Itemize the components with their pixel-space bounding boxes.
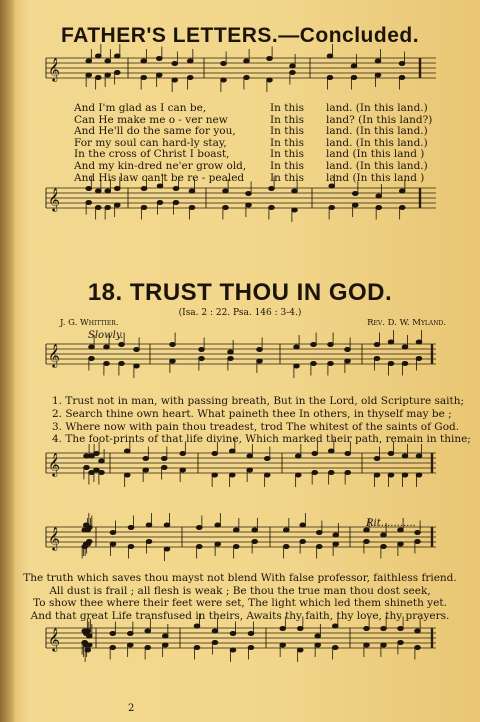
verse-line: 1. Trust not in man, with passing breath, But in the Lord, old Scripture saith; xyxy=(52,395,465,407)
note-head xyxy=(134,348,140,352)
note-head xyxy=(295,473,301,477)
note-head xyxy=(280,627,286,631)
lyric-line: For my soul can hard-ly stay, In this land. (In this land.) xyxy=(74,136,428,149)
note-head xyxy=(364,540,370,544)
note-head xyxy=(86,201,92,205)
note-head xyxy=(364,643,370,647)
note-head xyxy=(280,643,286,647)
note-head xyxy=(257,359,263,363)
note-head xyxy=(381,533,387,537)
note-head xyxy=(99,471,105,475)
note-head xyxy=(141,206,147,210)
note-head xyxy=(398,627,404,631)
note-head xyxy=(402,454,408,458)
song2-verses-second-half xyxy=(0,572,480,622)
note-head xyxy=(388,362,394,366)
note-head xyxy=(221,62,227,66)
note-head xyxy=(345,359,351,363)
note-head xyxy=(146,540,152,544)
clef-icon: 𝄞 xyxy=(48,627,60,651)
note-head xyxy=(300,540,306,544)
clef-icon: 𝄞 xyxy=(48,343,60,367)
note-head xyxy=(415,646,421,650)
lyricist-credit: J. G. Whittier. xyxy=(60,318,119,328)
composer-credit: Rev. D. W. Myland. xyxy=(367,318,446,328)
note-head xyxy=(246,192,252,196)
note-head xyxy=(328,362,334,366)
note-head xyxy=(162,634,168,638)
note-head xyxy=(180,452,186,456)
note-head xyxy=(95,189,101,193)
note-head xyxy=(221,78,227,82)
note-head xyxy=(402,362,408,366)
song2-verses-first-half xyxy=(52,395,471,446)
scripture-reference: (Isa. 2 : 22. Psa. 146 : 3-4.) xyxy=(178,308,302,318)
note-head xyxy=(398,641,404,645)
note-head xyxy=(328,343,334,347)
note-head xyxy=(247,454,253,458)
verse-line: 3. Where now with pain thou treadest, trod The whitest of the saints of God. xyxy=(52,420,460,433)
note-head xyxy=(110,632,116,636)
note-head xyxy=(283,528,289,532)
note-head xyxy=(105,206,111,210)
note-head xyxy=(119,362,125,366)
note-head xyxy=(328,471,334,475)
note-head xyxy=(114,187,120,191)
note-head xyxy=(316,545,322,549)
note-head xyxy=(416,340,422,344)
verse-line: The truth which saves thou mayst not blend With false professor, faithless friend. xyxy=(23,572,457,584)
note-head xyxy=(333,533,339,537)
note-head xyxy=(189,206,195,210)
note-head xyxy=(264,473,270,477)
lyric-line: And my kin-dred ne'er grow old, In this land. (In this land.) xyxy=(74,159,428,172)
note-head xyxy=(264,457,270,461)
note-head xyxy=(375,73,381,77)
note-head xyxy=(229,449,235,453)
note-head xyxy=(119,343,125,347)
note-head xyxy=(110,646,116,650)
note-head xyxy=(327,54,333,58)
note-head xyxy=(161,466,167,470)
clef-icon: 𝄞 xyxy=(48,187,60,211)
note-head xyxy=(127,643,133,647)
note-head xyxy=(164,523,170,527)
note-head xyxy=(233,545,239,549)
note-head xyxy=(110,542,116,546)
note-head xyxy=(187,59,193,63)
note-head xyxy=(399,206,405,210)
ritardando-marking: Rit........... xyxy=(366,518,416,529)
note-head xyxy=(252,528,258,532)
note-head xyxy=(105,189,111,193)
song-title-fathers-letters: FATHER'S LETTERS.—Concluded. xyxy=(60,24,420,47)
note-head xyxy=(399,189,405,193)
note-head xyxy=(223,206,229,210)
note-head xyxy=(85,629,91,633)
note-head xyxy=(173,187,179,191)
note-head xyxy=(388,473,394,477)
note-head xyxy=(84,466,90,470)
note-head xyxy=(180,468,186,472)
note-head xyxy=(381,545,387,549)
note-head xyxy=(141,76,147,80)
note-head xyxy=(297,648,303,652)
note-head xyxy=(248,632,254,636)
note-head xyxy=(86,643,92,647)
note-head xyxy=(105,59,111,63)
note-head xyxy=(86,187,92,191)
note-head xyxy=(86,634,92,638)
note-head xyxy=(292,208,298,212)
note-head xyxy=(269,187,275,191)
note-head xyxy=(196,545,202,549)
note-head xyxy=(127,632,133,636)
note-head xyxy=(267,57,273,61)
note-head xyxy=(86,526,92,530)
note-head xyxy=(300,523,306,527)
note-head xyxy=(124,473,130,477)
note-head xyxy=(415,531,421,535)
lyric-line: And I'm glad as I can be, In this land. (In this land.) xyxy=(74,102,428,114)
note-head xyxy=(162,643,168,647)
clef-icon: 𝄞 xyxy=(48,452,60,476)
note-head xyxy=(128,526,134,530)
note-head xyxy=(212,641,218,645)
note-head xyxy=(230,648,236,652)
note-head xyxy=(315,643,321,647)
song1-lyrics xyxy=(74,103,432,184)
note-head xyxy=(328,449,334,453)
note-head xyxy=(194,624,200,628)
note-head xyxy=(345,452,351,456)
note-head xyxy=(290,71,296,75)
note-head xyxy=(196,526,202,530)
note-head xyxy=(376,206,382,210)
note-head xyxy=(194,646,200,650)
note-head xyxy=(398,542,404,546)
tempo-marking: Slowly. xyxy=(88,330,124,341)
note-head xyxy=(145,629,151,633)
song-title-trust-thou-in-god: 18. TRUST THOU IN GOD. xyxy=(87,279,393,306)
note-head xyxy=(295,454,301,458)
note-head xyxy=(156,73,162,77)
note-head xyxy=(415,540,421,544)
note-head xyxy=(267,78,273,82)
note-head xyxy=(110,531,116,535)
note-head xyxy=(105,73,111,77)
note-head xyxy=(95,206,101,210)
page-number: 2 xyxy=(128,703,135,714)
note-head xyxy=(172,62,178,66)
note-head xyxy=(351,64,357,68)
note-head xyxy=(332,646,338,650)
note-head xyxy=(172,78,178,82)
note-head xyxy=(114,203,120,207)
note-head xyxy=(294,345,300,349)
note-head xyxy=(311,343,317,347)
note-head xyxy=(315,634,321,638)
note-head xyxy=(199,357,205,361)
verse-line: To show thee where their feet were set, The light which led them shineth yet. xyxy=(33,597,447,610)
note-head xyxy=(212,629,218,633)
note-head xyxy=(381,643,387,647)
note-head xyxy=(145,646,151,650)
verse-line: 2. Search thine own heart. What paineth thee In others, in thyself may be ; xyxy=(52,407,452,420)
note-head xyxy=(364,627,370,631)
verse-line: All dust is frail ; all flesh is weak ; Be thou the true man thou dost seek, xyxy=(49,584,431,597)
note-head xyxy=(294,364,300,368)
note-head xyxy=(415,629,421,633)
note-head xyxy=(402,345,408,349)
note-head xyxy=(161,457,167,461)
staff-song2-treble-b xyxy=(46,527,436,547)
note-head xyxy=(157,201,163,205)
note-head xyxy=(124,449,130,453)
note-head xyxy=(104,362,110,366)
lyric-line: And He'll do the same for you, In this land. (In this land.) xyxy=(74,125,428,138)
note-head xyxy=(173,201,179,205)
note-head xyxy=(212,473,218,477)
clef-icon: 𝄞 xyxy=(48,526,60,550)
note-head xyxy=(95,54,101,58)
note-head xyxy=(233,528,239,532)
lyric-line: In the cross of Christ I boast, In this land (In this land ) xyxy=(74,148,425,161)
note-head xyxy=(345,348,351,352)
note-head xyxy=(374,473,380,477)
note-head xyxy=(229,473,235,477)
note-head xyxy=(399,76,405,80)
note-head xyxy=(95,76,101,80)
note-head xyxy=(375,59,381,63)
note-head xyxy=(416,473,422,477)
note-head xyxy=(374,457,380,461)
note-head xyxy=(157,184,163,188)
verse-line: 4. The foot-prints of that life divine, Which marked their path, remain in thine; xyxy=(52,433,471,446)
note-head xyxy=(86,540,92,544)
note-head xyxy=(297,627,303,631)
note-head xyxy=(89,345,95,349)
note-head xyxy=(114,71,120,75)
note-head xyxy=(416,454,422,458)
note-head xyxy=(290,64,296,68)
note-head xyxy=(244,76,250,80)
note-head xyxy=(187,76,193,80)
note-head xyxy=(352,203,358,207)
note-head xyxy=(248,646,254,650)
note-head xyxy=(143,468,149,472)
note-head xyxy=(86,59,92,63)
lyric-line: Can He make me o - ver new In this land? (In this land?) xyxy=(74,113,433,126)
note-head xyxy=(316,531,322,535)
note-head xyxy=(228,357,234,361)
note-head xyxy=(252,540,258,544)
note-head xyxy=(146,523,152,527)
note-head xyxy=(114,54,120,58)
note-head xyxy=(333,542,339,546)
note-head xyxy=(230,632,236,636)
note-head xyxy=(329,184,335,188)
note-head xyxy=(388,340,394,344)
note-head xyxy=(170,343,176,347)
note-head xyxy=(329,206,335,210)
verse-line: And that great Life transfused in theirs, Awaits thy faith, thy love, thy prayers. xyxy=(30,609,450,622)
staff-song2-bass-b xyxy=(46,628,436,648)
note-head xyxy=(134,364,140,368)
note-head xyxy=(104,345,110,349)
note-head xyxy=(189,189,195,193)
note-head xyxy=(374,357,380,361)
note-head xyxy=(351,76,357,80)
note-head xyxy=(85,648,91,652)
note-head xyxy=(215,542,221,546)
note-head xyxy=(381,627,387,631)
note-head xyxy=(327,76,333,80)
note-head xyxy=(269,206,275,210)
note-head xyxy=(212,452,218,456)
note-head xyxy=(247,468,253,472)
note-head xyxy=(312,471,318,475)
note-head xyxy=(376,194,382,198)
note-head xyxy=(94,452,100,456)
note-head xyxy=(223,189,229,193)
note-head xyxy=(156,57,162,61)
note-head xyxy=(332,624,338,628)
note-head xyxy=(244,59,250,63)
note-head xyxy=(89,357,95,361)
note-head xyxy=(312,452,318,456)
clef-icon: 𝄞 xyxy=(48,57,60,81)
note-head xyxy=(199,348,205,352)
note-head xyxy=(311,362,317,366)
note-head xyxy=(352,192,358,196)
note-head xyxy=(257,348,263,352)
note-head xyxy=(388,452,394,456)
note-head xyxy=(141,59,147,63)
note-head xyxy=(99,459,105,463)
note-head xyxy=(283,545,289,549)
note-head xyxy=(246,203,252,207)
note-head xyxy=(292,189,298,193)
note-head xyxy=(402,473,408,477)
note-head xyxy=(141,187,147,191)
lyric-line: And His law can't be re - pealed In this land (In this land ) xyxy=(74,171,425,184)
note-head xyxy=(143,457,149,461)
note-head xyxy=(374,343,380,347)
note-head xyxy=(170,359,176,363)
note-head xyxy=(345,471,351,475)
note-head xyxy=(399,62,405,66)
note-head xyxy=(128,545,134,549)
note-head xyxy=(215,523,221,527)
note-head xyxy=(164,547,170,551)
note-head xyxy=(86,73,92,77)
note-head xyxy=(228,350,234,354)
note-head xyxy=(416,357,422,361)
